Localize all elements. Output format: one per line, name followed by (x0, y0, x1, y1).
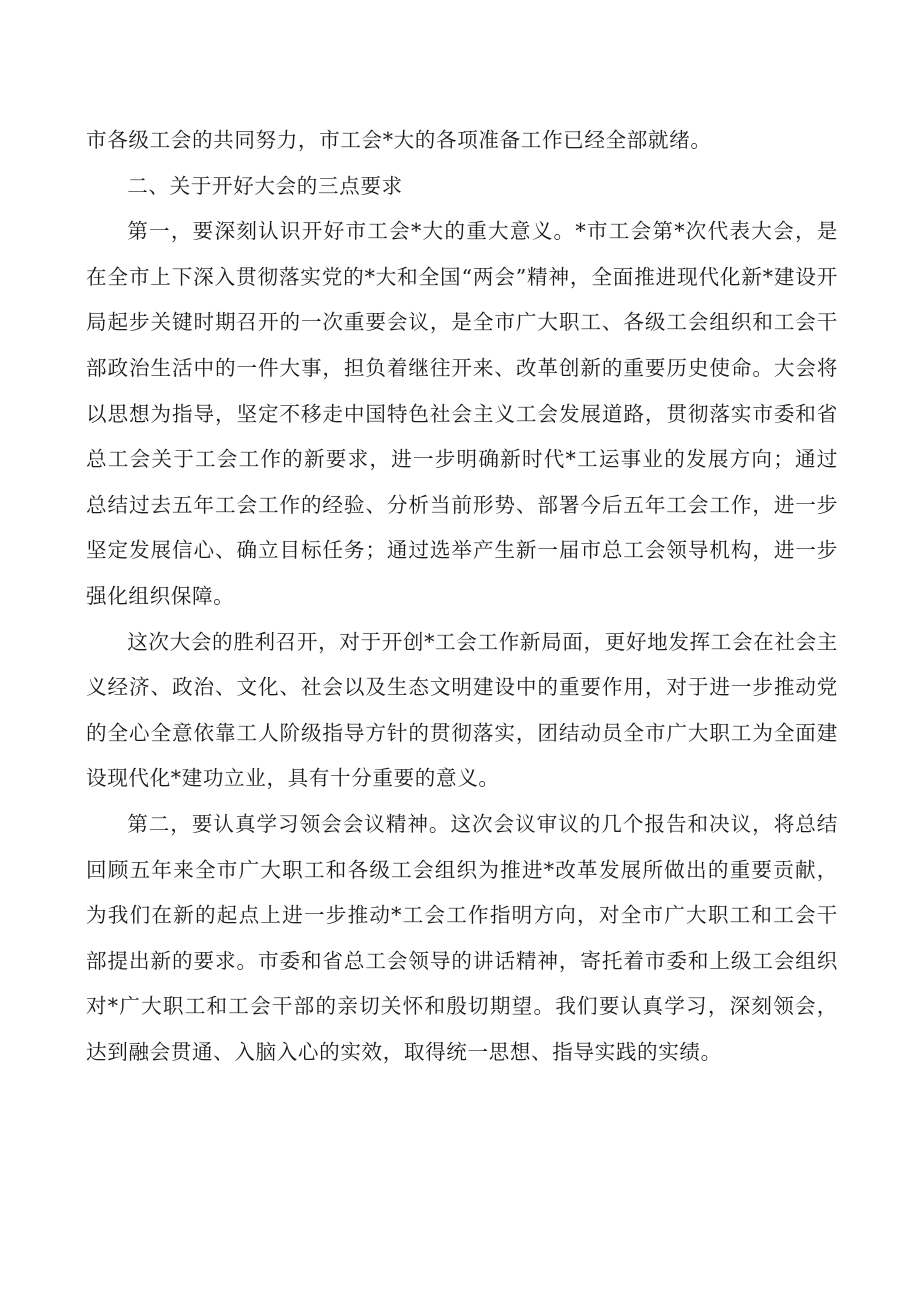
paragraph-first-requirement: 第一，要深刻认识开好市工会*大的重大意义。*市工会第*次代表大会，是在全市上下深入贯彻落实党的*大和全国“两会”精神，全面推进现代化新*建设开局起步关键时期召开的一次重要会议，是全市广大职工、各级工会组织和工会干部政治生活中的一件大事，担负着继往开来、改革创新的重要历史使命。大会将以思想为指导，坚定不移走中国特色社会主义工会发展道路，贯彻落实市委和省总工会关于工会工作的新要求，进一步明确新时代*工运事业的发展方向；通过总结过去五年工会工作的经验、分析当前形势、部署今后五年工会工作，进一步坚定发展信心、确立目标任务；通过选举产生新一届市总工会领导机构，进一步强化组织保障。 (86, 219, 838, 608)
document-body (86, 118, 838, 1075)
paragraph-second-requirement: 第二，要认真学习领会会议精神。这次会议审议的几个报告和决议，将总结回顾五年来全市广大职工和各级工会组织为推进*改革发展所做出的重要贡献，为我们在新的起点上进一步推动*工会工作指明方向，对全市广大职工和工会干部提出新的要求。市委和省总工会领导的讲话精神，寄托着市委和上级工会组织对*广大职工和工会干部的亲切关怀和殷切期望。我们要认真学习，深刻领会，达到融会贯通、入脑入心的实效，取得统一思想、指导实践的实绩。 (86, 811, 838, 1064)
paragraph-significance: 这次大会的胜利召开，对于开创*工会工作新局面，更好地发挥工会在社会主义经济、政治、文化、社会以及生态文明建设中的重要作用，对于进一步推动党的全心全意依靠工人阶级指导方针的贯彻落实，团结动员全市广大职工为全面建设现代化*建功立业，具有十分重要的意义。 (86, 629, 838, 791)
paragraph-continuation: 市各级工会的共同努力，市工会*大的各项准备工作已经全部就绪。 (86, 128, 712, 152)
section-heading: 二、关于开好大会的三点要求 (127, 173, 403, 198)
